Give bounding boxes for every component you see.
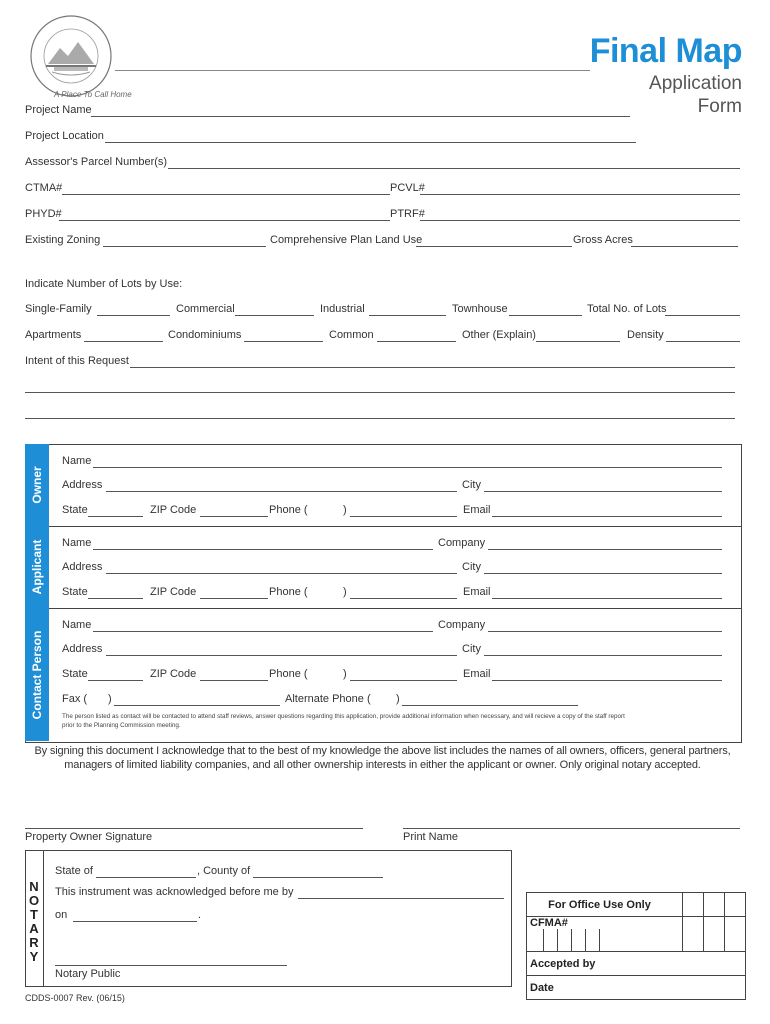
applicant-city-field[interactable]: [484, 573, 722, 574]
comp-plan-label: Comprehensive Plan Land Use: [270, 234, 423, 246]
contact-fax-label: Fax (: [62, 693, 88, 705]
office-use-table: [526, 892, 746, 1000]
owner-city-label: City: [462, 479, 481, 491]
print-name-label: Print Name: [403, 831, 459, 843]
notary-letter-a: A: [29, 921, 39, 936]
comp-plan-field[interactable]: [416, 246, 572, 247]
form-subtitle-form: Form: [697, 96, 742, 117]
parcel-number-label: Assessor's Parcel Number(s): [25, 156, 168, 168]
title-rule: [115, 70, 590, 71]
notary-public-signature-field[interactable]: [55, 965, 287, 966]
applicant-zip-label: ZIP Code: [150, 586, 197, 598]
notary-public-label: Notary Public: [55, 968, 121, 980]
acknowledgement-line-1: By signing this document I acknowledge that to the best of my knowledge the above list includes the names of all owners, officers, general partners,: [34, 745, 731, 757]
applicant-address-field[interactable]: [106, 573, 457, 574]
project-name-label: Project Name: [25, 104, 92, 116]
applicant-tab: Applicant: [25, 526, 49, 608]
common-field[interactable]: [377, 341, 456, 342]
contact-company-field[interactable]: [488, 631, 722, 632]
pcvl-label: PCVL#: [390, 182, 425, 194]
notary-letter-r: R: [29, 935, 39, 950]
applicant-address-label: Address: [62, 561, 103, 573]
apartments-label: Apartments: [25, 329, 82, 341]
total-lots-field[interactable]: [665, 315, 740, 316]
total-lots-label: Total No. of Lots: [587, 303, 667, 315]
intent-field-3[interactable]: [25, 418, 735, 419]
owner-zip-field[interactable]: [200, 516, 268, 517]
ptrf-label: PTRF#: [390, 208, 425, 220]
contact-fax-field[interactable]: [114, 705, 280, 706]
form-subtitle-application: Application: [649, 73, 742, 94]
applicant-name-field[interactable]: [93, 549, 433, 550]
owner-phone-label: Phone (: [269, 504, 308, 516]
contact-zip-label: ZIP Code: [150, 668, 197, 680]
project-name-field[interactable]: [91, 116, 630, 117]
print-name-field[interactable]: [403, 828, 740, 829]
form-code: CDDS-0007 Rev. (06/15): [25, 993, 125, 1003]
ptrf-field[interactable]: [420, 220, 740, 221]
accepted-by-label[interactable]: Accepted by: [527, 952, 746, 976]
owner-email-label: Email: [463, 504, 491, 516]
commercial-field[interactable]: [235, 315, 314, 316]
owner-name-field[interactable]: [93, 467, 722, 468]
contact-company-label: Company: [438, 619, 486, 631]
owner-signature-label: Property Owner Signature: [25, 831, 153, 843]
other-field[interactable]: [536, 341, 620, 342]
phyd-field[interactable]: [59, 220, 390, 221]
owner-tab: Owner: [25, 444, 49, 526]
applicant-state-label: State: [62, 586, 88, 598]
applicant-email-label: Email: [463, 586, 491, 598]
owner-address-field[interactable]: [106, 491, 457, 492]
notary-letter-n: N: [29, 879, 39, 894]
logo-tagline: A Place To Call Home: [54, 90, 132, 99]
applicant-company-label: Company: [438, 537, 486, 549]
lots-heading: Indicate Number of Lots by Use:: [25, 278, 183, 290]
notary-state-label: State of: [55, 865, 93, 877]
applicant-email-field[interactable]: [492, 598, 722, 599]
applicant-state-field[interactable]: [88, 598, 143, 599]
notary-county-label: , County of: [197, 865, 251, 877]
contact-state-field[interactable]: [88, 680, 143, 681]
applicant-name-label: Name: [62, 537, 92, 549]
pcvl-field[interactable]: [420, 194, 740, 195]
contact-city-field[interactable]: [484, 655, 722, 656]
ctma-field[interactable]: [62, 194, 390, 195]
project-location-label: Project Location: [25, 130, 104, 142]
apartments-field[interactable]: [84, 341, 163, 342]
date-label[interactable]: Date: [527, 976, 746, 1000]
owner-city-field[interactable]: [484, 491, 722, 492]
common-label: Common: [329, 329, 374, 341]
gross-acres-field[interactable]: [631, 246, 738, 247]
applicant-city-label: City: [462, 561, 481, 573]
existing-zoning-field[interactable]: [103, 246, 266, 247]
applicant-phone-close: ): [343, 586, 347, 598]
contact-zip-field[interactable]: [200, 680, 268, 681]
contact-note-2: prior to the Planning Commission meeting.: [62, 722, 181, 729]
notary-period: .: [198, 909, 202, 921]
contact-alt-phone-close: ): [396, 693, 400, 705]
notary-letter-y: Y: [29, 949, 39, 964]
condominiums-field[interactable]: [244, 341, 323, 342]
office-use-heading: For Office Use Only: [527, 893, 673, 917]
townhouse-field[interactable]: [509, 315, 582, 316]
owner-address-label: Address: [62, 479, 103, 491]
industrial-label: Industrial: [320, 303, 365, 315]
applicant-zip-field[interactable]: [200, 598, 268, 599]
cfma-boxes[interactable]: [530, 929, 600, 951]
form-title: Final Map: [589, 32, 742, 70]
contact-alt-phone-label: Alternate Phone (: [285, 693, 371, 705]
contact-note-1: The person listed as contact will be contacted to attend staff reviews, answer questions regarding this application, provide additional information when necessary, and will recieve a copy of the staff report: [62, 713, 625, 720]
project-location-field[interactable]: [105, 142, 636, 143]
owner-section: [25, 444, 742, 527]
notary-acknowledged-label: This instrument was acknowledged before me by: [55, 886, 294, 898]
intent-field-2[interactable]: [25, 392, 735, 393]
contact-email-field[interactable]: [492, 680, 722, 681]
owner-phone-close: ): [343, 504, 347, 516]
condominiums-label: Condominiums: [168, 329, 242, 341]
owner-state-field[interactable]: [88, 516, 143, 517]
notary-divider: [43, 850, 44, 987]
owner-zip-label: ZIP Code: [150, 504, 197, 516]
intent-label: Intent of this Request: [25, 355, 129, 367]
contact-alt-phone-field[interactable]: [402, 705, 578, 706]
notary-acknowledged-field[interactable]: [298, 898, 504, 899]
notary-state-field[interactable]: [96, 877, 196, 878]
owner-signature-field[interactable]: [25, 828, 363, 829]
owner-phone-field[interactable]: [350, 516, 457, 517]
townhouse-label: Townhouse: [452, 303, 508, 315]
contact-tab: Contact Person: [25, 608, 49, 741]
notary-county-field[interactable]: [253, 877, 383, 878]
contact-phone-field[interactable]: [350, 680, 457, 681]
contact-phone-label: Phone (: [269, 668, 308, 680]
applicant-phone-field[interactable]: [350, 598, 457, 599]
applicant-phone-label: Phone (: [269, 586, 308, 598]
owner-state-label: State: [62, 504, 88, 516]
notary-letter-t: T: [30, 907, 38, 922]
applicant-section: [25, 526, 742, 609]
cfma-label: CFMA#: [527, 917, 673, 952]
owner-name-label: Name: [62, 455, 92, 467]
gross-acres-label: Gross Acres: [573, 234, 633, 246]
contact-address-field[interactable]: [106, 655, 457, 656]
existing-zoning-label: Existing Zoning: [25, 234, 101, 246]
city-logo: [26, 12, 116, 100]
contact-address-label: Address: [62, 643, 103, 655]
other-label: Other (Explain): [462, 329, 536, 341]
contact-state-label: State: [62, 668, 88, 680]
notary-box: [25, 850, 512, 987]
notary-letter-o: O: [28, 893, 40, 908]
industrial-field[interactable]: [369, 315, 446, 316]
contact-fax-close: ): [108, 693, 112, 705]
contact-phone-close: ): [343, 668, 347, 680]
contact-name-field[interactable]: [93, 631, 433, 632]
intent-field-1[interactable]: [130, 367, 735, 368]
parcel-number-field[interactable]: [168, 168, 740, 169]
applicant-company-field[interactable]: [488, 549, 722, 550]
notary-on-field[interactable]: [73, 921, 197, 922]
single-family-label: Single-Family: [25, 303, 92, 315]
contact-name-label: Name: [62, 619, 92, 631]
single-family-field[interactable]: [97, 315, 170, 316]
notary-on-label: on: [55, 909, 68, 921]
phyd-label: PHYD#: [25, 208, 62, 220]
contact-city-label: City: [462, 643, 481, 655]
commercial-label: Commercial: [176, 303, 235, 315]
contact-email-label: Email: [463, 668, 491, 680]
acknowledgement-line-2: managers of limited liability companies, and all other ownership interests in either the applicant or owner. Only original notary accepted.: [64, 759, 701, 771]
density-label: Density: [627, 329, 664, 341]
ctma-label: CTMA#: [25, 182, 63, 194]
density-field[interactable]: [666, 341, 740, 342]
owner-email-field[interactable]: [492, 516, 722, 517]
